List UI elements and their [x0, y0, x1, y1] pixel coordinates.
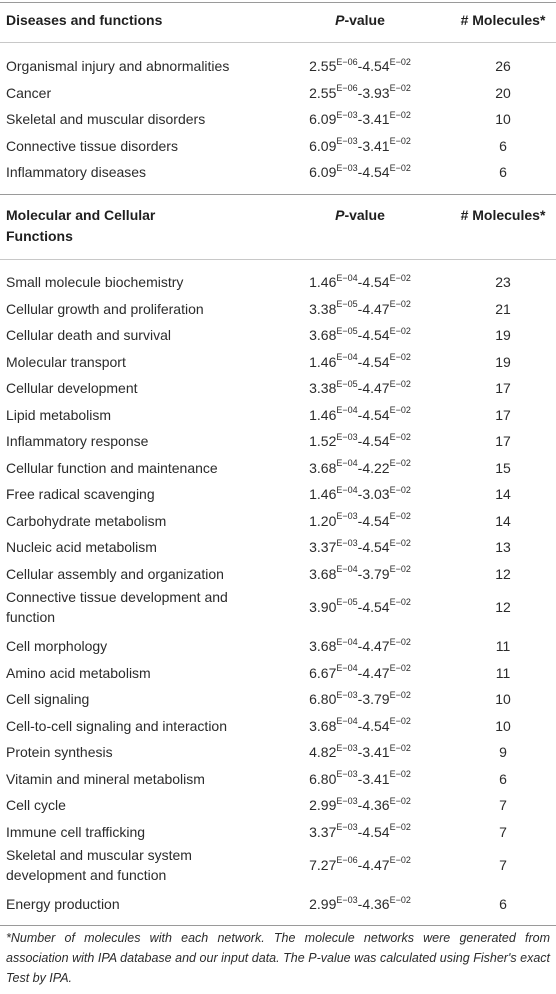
molecule-count: 14	[495, 512, 511, 529]
p-value-high-mantissa: 4.54	[362, 599, 390, 615]
p-value-high-mantissa: 3.03	[362, 486, 390, 503]
molecule-count: 6	[499, 896, 507, 913]
p-value-low-exponent: E−04	[336, 636, 358, 647]
p-value-low-exponent: E−05	[336, 325, 358, 336]
molecule-count: 9	[499, 744, 507, 761]
function-name: Skeletal and muscular disorders	[6, 111, 206, 128]
p-value-low-mantissa: 1.52	[309, 433, 337, 450]
molecule-count: 11	[495, 664, 511, 681]
section2-header-rule	[0, 259, 556, 260]
col1-header-line1: Molecular and Cellular	[6, 207, 156, 223]
table-row	[0, 322, 556, 349]
p-value-low-mantissa: 1.46	[309, 406, 337, 423]
p-value-high-mantissa: 4.54	[362, 512, 390, 529]
table-row	[0, 375, 556, 402]
p-value-high-exponent: E−02	[389, 56, 411, 67]
table-row	[0, 713, 556, 740]
p-value-low-mantissa: 3.68	[309, 717, 337, 734]
p-value-low-mantissa: 3.68	[309, 327, 337, 344]
p-value-high-mantissa: 3.93	[362, 84, 390, 101]
table-row	[0, 561, 556, 588]
p-value-high-mantissa: 3.41	[362, 137, 390, 154]
molecule-count: 20	[495, 84, 511, 101]
table-row	[0, 349, 556, 376]
col3-header: # Molecules*	[460, 12, 546, 28]
p-value-low-exponent: E−04	[336, 458, 358, 469]
range-dash: -	[357, 164, 363, 181]
table-row	[0, 845, 556, 891]
p-value-high-mantissa: 3.41	[362, 770, 390, 787]
table-row	[0, 660, 556, 687]
section1-body	[0, 53, 556, 186]
p-value-high-exponent: E−02	[389, 484, 411, 495]
p-value-low-exponent: E−03	[336, 162, 358, 173]
range-dash: -	[357, 300, 363, 317]
function-name: Cell morphology	[6, 638, 108, 655]
molecule-count: 12	[495, 599, 511, 615]
p-value-high-exponent: E−02	[389, 769, 411, 780]
p-value-low-mantissa: 1.46	[309, 274, 337, 291]
p-value-high-mantissa: 4.54	[362, 58, 390, 75]
p-value-range	[270, 136, 450, 156]
p-value-high-mantissa: 4.54	[362, 539, 390, 556]
function-name: Cellular growth and proliferation	[6, 300, 204, 317]
col2-header-italic: P	[335, 12, 345, 28]
col2-header	[270, 10, 450, 31]
p-value-low-mantissa: 6.67	[309, 664, 337, 681]
p-value-range	[270, 109, 450, 129]
range-dash: -	[357, 797, 363, 814]
p-value-high-exponent: E−02	[389, 83, 411, 94]
section2-body	[0, 269, 556, 918]
col2-header-rest: -value	[344, 12, 385, 28]
p-value-low-mantissa: 6.09	[309, 111, 337, 128]
table-row	[0, 296, 556, 323]
table-row	[0, 891, 556, 918]
p-value-range	[270, 537, 450, 557]
molecule-count: 26	[495, 58, 511, 75]
function-name: Nucleic acid metabolism	[6, 539, 157, 556]
table-footnote: *Number of molecules with each network. The molecule networks were generated from association with IPA database and our input data. The P-value was calculated using Fisher's exact Test by IPA.	[6, 931, 550, 985]
p-value-low-mantissa: 3.90	[309, 599, 337, 615]
molecule-count: 10	[495, 111, 511, 128]
p-value-low-mantissa: 7.27	[309, 857, 337, 873]
range-dash: -	[357, 380, 363, 397]
p-value-range	[270, 663, 450, 683]
function-name: Vitamin and mineral metabolism	[6, 770, 205, 787]
col1-header: Diseases and functions	[6, 12, 163, 28]
range-dash: -	[357, 433, 363, 450]
p-value-low-exponent: E−03	[336, 109, 358, 120]
function-name: Cell cycle	[6, 797, 66, 814]
table-row	[0, 792, 556, 819]
function-name: Cellular assembly and organization	[6, 565, 224, 582]
p-value-high-mantissa: 3.79	[362, 565, 390, 582]
range-dash: -	[357, 406, 363, 423]
p-value-range	[270, 484, 450, 504]
table-row	[0, 80, 556, 107]
p-value-high-mantissa: 4.22	[362, 459, 390, 476]
table-row	[0, 534, 556, 561]
range-dash: -	[357, 84, 363, 101]
p-value-high-mantissa: 4.54	[362, 353, 390, 370]
range-dash: -	[357, 111, 363, 128]
p-value-low-exponent: E−03	[336, 822, 358, 833]
p-value-high-exponent: E−02	[389, 822, 411, 833]
function-name: Free radical scavenging	[6, 486, 155, 503]
p-value-range	[270, 431, 450, 451]
table-row	[0, 633, 556, 660]
p-value-range	[270, 769, 450, 789]
molecule-count: 6	[499, 137, 507, 154]
range-dash: -	[357, 717, 363, 734]
p-value-high-exponent: E−02	[389, 299, 411, 310]
table-row	[0, 819, 556, 846]
function-name: Inflammatory diseases	[6, 164, 147, 181]
p-value-high-mantissa: 4.36	[362, 797, 390, 814]
molecule-count: 11	[495, 638, 511, 655]
p-value-range	[270, 636, 450, 656]
range-dash: -	[357, 58, 363, 75]
p-value-low-mantissa: 3.68	[309, 638, 337, 655]
p-value-low-mantissa: 2.55	[309, 58, 337, 75]
p-value-low-exponent: E−05	[336, 378, 358, 389]
molecule-count: 19	[495, 353, 511, 370]
p-value-high-mantissa: 4.36	[362, 896, 390, 913]
table-row	[0, 402, 556, 429]
range-dash: -	[357, 327, 363, 344]
col2-header	[270, 205, 450, 247]
p-value-range	[270, 822, 450, 842]
p-value-high-exponent: E−02	[389, 109, 411, 120]
table-row	[0, 269, 556, 296]
p-value-low-exponent: E−04	[336, 484, 358, 495]
table-row	[0, 587, 556, 633]
molecule-count: 15	[495, 459, 511, 476]
p-value-high-mantissa: 4.47	[362, 380, 390, 397]
p-value-low-exponent: E−03	[336, 511, 358, 522]
col2-header-rest: -value	[344, 207, 385, 223]
p-value-range	[270, 458, 450, 478]
function-name: Skeletal and muscular system development and function	[6, 847, 192, 883]
table-row	[0, 481, 556, 508]
p-value-high-exponent: E−02	[389, 431, 411, 442]
p-value-high-mantissa: 3.41	[362, 744, 390, 761]
col1-header-line2: Functions	[6, 228, 73, 244]
p-value-high-exponent: E−02	[389, 405, 411, 416]
function-name: Protein synthesis	[6, 744, 113, 761]
p-value-low-mantissa: 3.68	[309, 565, 337, 582]
section2-header	[0, 205, 556, 247]
p-value-high-exponent: E−02	[389, 597, 411, 608]
header-row	[0, 10, 556, 31]
p-value-high-mantissa: 4.54	[362, 823, 390, 840]
p-value-low-exponent: E−03	[336, 795, 358, 806]
p-value-low-mantissa: 3.37	[309, 539, 337, 556]
range-dash: -	[357, 137, 363, 154]
p-value-low-exponent: E−04	[336, 716, 358, 727]
p-value-high-exponent: E−02	[389, 564, 411, 575]
molecule-count: 21	[495, 300, 511, 317]
function-name: Organismal injury and abnormalities	[6, 58, 230, 75]
p-value-high-mantissa: 4.47	[362, 300, 390, 317]
p-value-low-exponent: E−05	[336, 299, 358, 310]
p-value-high-exponent: E−02	[389, 272, 411, 283]
function-name: Cellular function and maintenance	[6, 459, 218, 476]
p-value-low-mantissa: 6.80	[309, 770, 337, 787]
top-rule	[0, 2, 556, 3]
molecule-count: 7	[499, 857, 507, 873]
function-name: Cancer	[6, 84, 52, 101]
p-value-low-exponent: E−04	[336, 272, 358, 283]
range-dash: -	[357, 512, 363, 529]
molecule-count: 17	[495, 433, 511, 450]
range-dash: -	[357, 770, 363, 787]
function-name: Immune cell trafficking	[6, 823, 146, 840]
p-value-high-mantissa: 4.54	[362, 433, 390, 450]
p-value-high-exponent: E−02	[389, 136, 411, 147]
molecule-count: 17	[495, 380, 511, 397]
table-row	[0, 428, 556, 455]
p-value-low-exponent: E−03	[336, 769, 358, 780]
p-value-range	[270, 299, 450, 319]
p-value-high-exponent: E−02	[389, 689, 411, 700]
p-value-low-exponent: E−03	[336, 431, 358, 442]
molecule-count: 10	[495, 691, 511, 708]
bottom-rule	[0, 925, 556, 926]
p-value-range	[270, 378, 450, 398]
p-value-high-mantissa: 4.54	[362, 717, 390, 734]
molecule-count: 14	[495, 486, 511, 503]
p-value-range	[270, 352, 450, 372]
col1-header	[0, 205, 270, 247]
molecule-count: 23	[495, 274, 511, 291]
p-value-high-exponent: E−02	[389, 537, 411, 548]
p-value-range	[270, 742, 450, 762]
p-value-high-exponent: E−02	[389, 795, 411, 806]
p-value-low-exponent: E−06	[336, 56, 358, 67]
range-dash: -	[357, 744, 363, 761]
p-value-low-mantissa: 1.46	[309, 486, 337, 503]
p-value-low-mantissa: 2.99	[309, 896, 337, 913]
function-name: Cellular death and survival	[6, 327, 171, 344]
function-name: Connective tissue disorders	[6, 137, 178, 154]
p-value-range	[270, 162, 450, 182]
molecule-count: 10	[495, 717, 511, 734]
function-name: Cellular development	[6, 380, 138, 397]
range-dash: -	[357, 664, 363, 681]
p-value-low-mantissa: 6.09	[309, 164, 337, 181]
table-row	[0, 133, 556, 160]
function-name: Amino acid metabolism	[6, 664, 151, 681]
molecule-count: 17	[495, 406, 511, 423]
table-row	[0, 766, 556, 793]
p-value-low-mantissa: 3.38	[309, 380, 337, 397]
p-value-low-exponent: E−03	[336, 742, 358, 753]
p-value-low-mantissa: 1.20	[309, 512, 337, 529]
section1-header	[0, 10, 556, 31]
p-value-low-mantissa: 3.38	[309, 300, 337, 317]
p-value-low-mantissa: 1.46	[309, 353, 337, 370]
molecule-count: 13	[495, 539, 511, 556]
p-value-high-mantissa: 4.54	[362, 164, 390, 181]
section1-header-rule	[0, 42, 556, 43]
p-value-range	[270, 564, 450, 584]
p-value-low-exponent: E−06	[336, 855, 358, 866]
p-value-low-mantissa: 2.99	[309, 797, 337, 814]
p-value-range	[270, 325, 450, 345]
function-name: Inflammatory response	[6, 433, 149, 450]
p-value-low-exponent: E−04	[336, 564, 358, 575]
p-value-low-exponent: E−03	[336, 537, 358, 548]
range-dash: -	[357, 539, 363, 556]
p-value-high-exponent: E−02	[389, 716, 411, 727]
p-value-low-mantissa: 3.37	[309, 823, 337, 840]
p-value-range	[270, 587, 450, 617]
molecule-count: 7	[499, 823, 507, 840]
function-name: Connective tissue development and function	[6, 589, 228, 625]
p-value-high-exponent: E−02	[389, 663, 411, 674]
p-value-low-exponent: E−03	[336, 136, 358, 147]
molecule-count: 6	[499, 770, 507, 787]
p-value-high-exponent: E−02	[389, 636, 411, 647]
p-value-range	[270, 894, 450, 914]
table-row	[0, 686, 556, 713]
p-value-low-mantissa: 3.68	[309, 459, 337, 476]
range-dash: -	[357, 691, 363, 708]
range-dash: -	[357, 486, 363, 503]
range-dash: -	[357, 599, 363, 615]
function-name: Energy production	[6, 896, 120, 913]
molecule-count: 19	[495, 327, 511, 344]
function-name: Cell signaling	[6, 691, 90, 708]
p-value-range	[270, 405, 450, 425]
p-value-low-mantissa: 6.09	[309, 137, 337, 154]
p-value-low-exponent: E−05	[336, 597, 358, 608]
function-name: Molecular transport	[6, 353, 126, 370]
p-value-low-mantissa: 2.55	[309, 84, 337, 101]
range-dash: -	[357, 896, 363, 913]
p-value-low-exponent: E−04	[336, 663, 358, 674]
p-value-range	[270, 795, 450, 815]
p-value-high-mantissa: 4.54	[362, 327, 390, 344]
p-value-high-exponent: E−02	[389, 855, 411, 866]
p-value-high-mantissa: 3.79	[362, 691, 390, 708]
p-value-high-mantissa: 4.47	[362, 638, 390, 655]
range-dash: -	[357, 565, 363, 582]
function-name: Cell-to-cell signaling and interaction	[6, 717, 228, 734]
p-value-high-exponent: E−02	[389, 378, 411, 389]
p-value-low-exponent: E−03	[336, 894, 358, 905]
p-value-range	[270, 716, 450, 736]
p-value-low-exponent: E−03	[336, 689, 358, 700]
col3-header: # Molecules*	[460, 207, 546, 223]
table-row	[0, 508, 556, 535]
range-dash: -	[357, 638, 363, 655]
molecule-count: 12	[495, 565, 511, 582]
col2-header-italic: P	[335, 207, 345, 223]
range-dash: -	[357, 857, 363, 873]
p-value-range	[270, 845, 450, 875]
p-value-high-exponent: E−02	[389, 894, 411, 905]
function-name: Lipid metabolism	[6, 406, 112, 423]
range-dash: -	[357, 353, 363, 370]
table-row	[0, 106, 556, 133]
molecule-count: 6	[499, 164, 507, 181]
p-value-high-mantissa: 3.41	[362, 111, 390, 128]
p-value-range	[270, 56, 450, 76]
table-row	[0, 739, 556, 766]
p-value-range	[270, 689, 450, 709]
p-value-high-mantissa: 4.47	[362, 664, 390, 681]
molecule-count: 7	[499, 797, 507, 814]
p-value-high-exponent: E−02	[389, 742, 411, 753]
function-name: Small molecule biochemistry	[6, 274, 184, 291]
p-value-low-exponent: E−04	[336, 352, 358, 363]
p-value-low-mantissa: 4.82	[309, 744, 337, 761]
range-dash: -	[357, 274, 363, 291]
p-value-high-mantissa: 4.54	[362, 406, 390, 423]
table-row	[0, 53, 556, 80]
p-value-high-exponent: E−02	[389, 162, 411, 173]
p-value-high-mantissa: 4.47	[362, 857, 390, 873]
header-row	[0, 205, 556, 247]
p-value-low-exponent: E−04	[336, 405, 358, 416]
p-value-high-mantissa: 4.54	[362, 274, 390, 291]
range-dash: -	[357, 459, 363, 476]
table-row	[0, 455, 556, 482]
section-divider-rule	[0, 194, 556, 195]
p-value-low-mantissa: 6.80	[309, 691, 337, 708]
p-value-high-exponent: E−02	[389, 511, 411, 522]
p-value-range	[270, 83, 450, 103]
p-value-high-exponent: E−02	[389, 325, 411, 336]
range-dash: -	[357, 823, 363, 840]
function-name: Carbohydrate metabolism	[6, 512, 167, 529]
p-value-range	[270, 511, 450, 531]
p-value-high-exponent: E−02	[389, 352, 411, 363]
p-value-high-exponent: E−02	[389, 458, 411, 469]
p-value-low-exponent: E−06	[336, 83, 358, 94]
table-row	[0, 159, 556, 186]
p-value-range	[270, 272, 450, 292]
